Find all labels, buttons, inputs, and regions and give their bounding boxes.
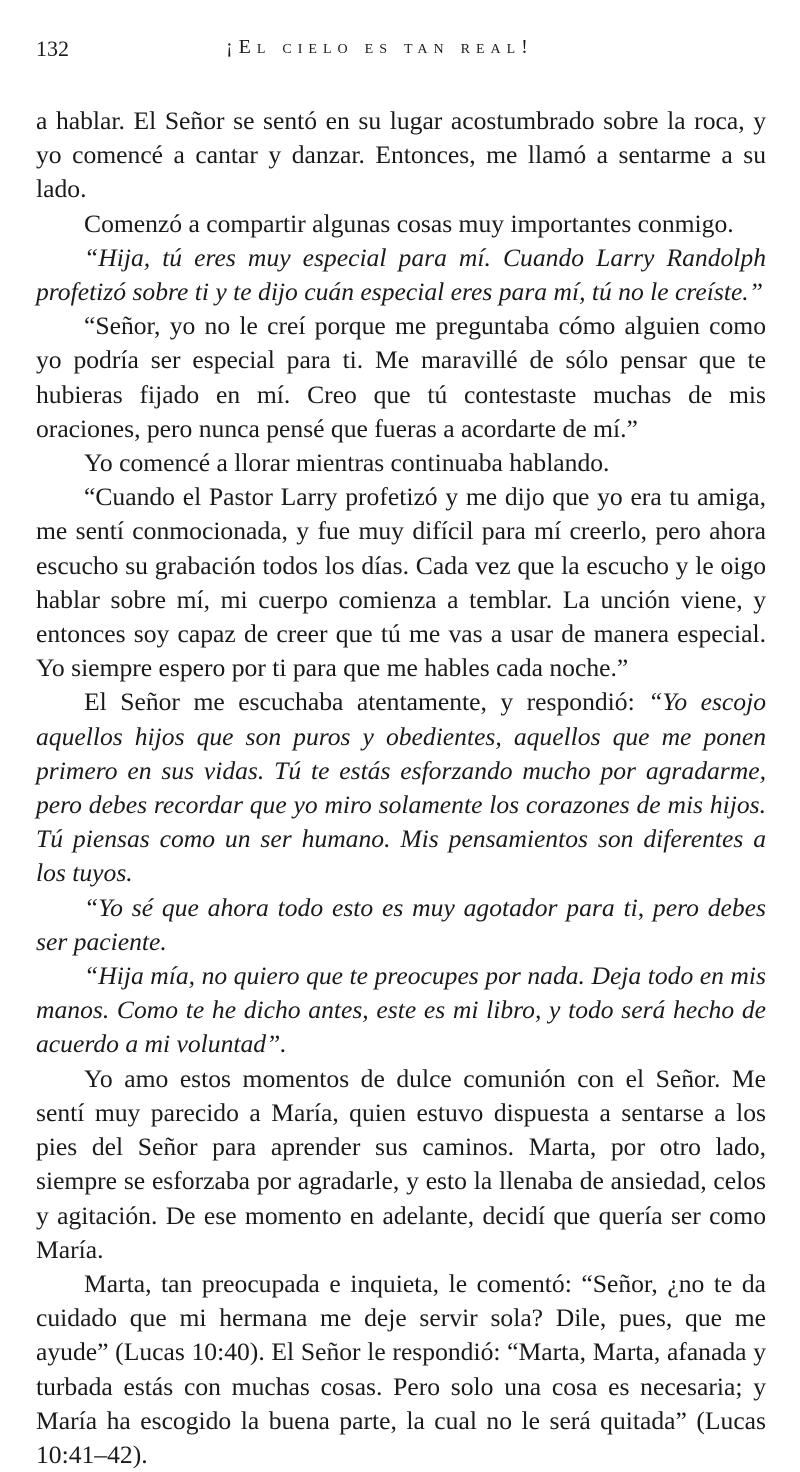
italic-text: “Yo sé que ahora todo esto es muy agotador para ti, pero debes ser paciente. xyxy=(36,892,766,956)
paragraph xyxy=(36,1062,766,1267)
paragraph xyxy=(36,1267,766,1472)
text-segment: a hablar. El Señor se sentó en su lugar acostumbrado sobre la roca, y yo comencé a cantar y danzar. Entonces, me llamó a sentarme a su lado. xyxy=(36,106,766,204)
text-segment: Comenzó a compartir algunas cosas muy importantes conmigo. xyxy=(84,208,734,238)
text-segment: “Cuando el Pastor Larry profetizó y me dijo que yo era tu amiga, me sentí conmocionada, y fue muy difícil para mí creerlo, pero ahora escucho su grabación todos los días. Cada vez que la escucho y le oigo hablar sobre mí, mi cuerpo comienza a temblar. La unción viene, y entonces soy capaz de creer que tú me vas a usar de manera especial. Yo siempre espero por ti para que me hables cada noche.” xyxy=(36,482,766,683)
italic-text: “Hija mía, no quiero que te preocupes por nada. Deja todo en mis manos. Como te he dicho antes, este es mi libro, y todo será hecho de acuerdo a mi voluntad”. xyxy=(36,961,766,1059)
paragraph xyxy=(36,685,766,890)
italic-text: “Hija, tú eres muy especial para mí. Cuando Larry Randolph profetizó sobre ti y te dijo cuán especial eres para mí, tú no le creíste.” xyxy=(36,242,766,307)
paragraph xyxy=(36,104,766,207)
paragraph xyxy=(36,446,766,480)
running-title: ¡El cielo es tan real! xyxy=(226,36,534,58)
body-text xyxy=(36,104,766,1472)
text-segment: “Señor, yo no le creí porque me preguntaba cómo alguien como yo podría ser especial para ti. Me maravillé de sólo pensar que te hubieras fijado en mí. Creo que tú contestaste muchas de mis oraciones, pero nunca pensé que fueras a acordarte de mí.” xyxy=(36,311,766,443)
paragraph xyxy=(36,309,766,446)
text-segment: Yo amo estos momentos de dulce comunión con el Señor. Me sentí muy parecido a María, quien estuvo dispuesta a sentarse a los pies del Señor para aprender sus caminos. Marta, por otro lado, siempre se esforzaba por agradarle, y esto la llenaba de ansiedad, celos y agitación. De ese momento en adelante, decidí que quería ser como María. xyxy=(36,1063,766,1264)
italic-text: “Yo escojo aquellos hijos que son puros y obedientes, aquellos que me ponen primero en sus vidas. Tú te estás esforzando mucho por agradarme, pero debes recordar que yo miro solamente los corazones de mis hijos. Tú piensas como un ser humano. Mis pensamientos son diferentes a los tuyos. xyxy=(36,687,766,888)
paragraph xyxy=(36,891,766,959)
text-segment: Marta, tan preocupada e inquieta, le comentó: “Señor, ¿no te da cuidado que mi hermana me deje servir sola? Dile, pues, que me ayude” (Lucas 10:40). El Señor le respondió: “Marta, Marta, afanada y turbada estás con muchas cosas. Pero solo una cosa es necesaria; y María ha escogido la buena parte, la cual no le será quitada” (Lucas 10:41–42). xyxy=(36,1268,766,1469)
paragraph xyxy=(36,480,766,685)
paragraph xyxy=(36,207,766,241)
page-header xyxy=(36,30,766,64)
text-segment: El Señor me escuchaba atentamente, y respondió: xyxy=(84,687,649,717)
text-segment: Yo comencé a llorar mientras continuaba hablando. xyxy=(84,448,610,478)
page-number: 132 xyxy=(36,36,69,61)
paragraph xyxy=(36,241,766,309)
paragraph xyxy=(36,959,766,1062)
